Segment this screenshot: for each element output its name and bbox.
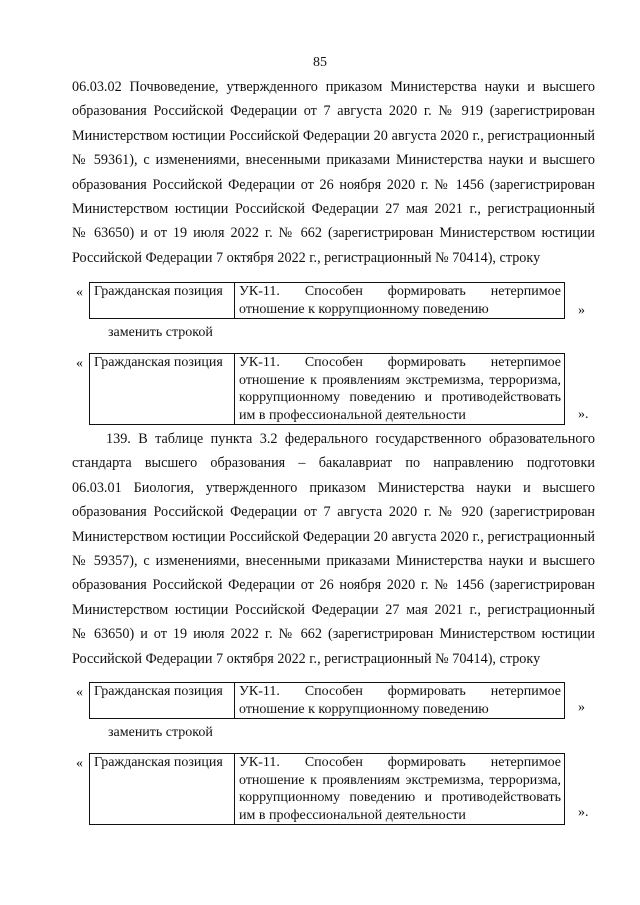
competency-table xyxy=(89,282,565,319)
competency-table xyxy=(89,353,565,425)
table-cell-category: Гражданская позиция xyxy=(90,683,235,719)
competency-table xyxy=(89,753,565,825)
paragraph-line: Министерством юстиции Российской Федерации 20 августа 2020 г., регистрационный xyxy=(72,127,595,144)
paragraph-line: № 63650) и от 19 июля 2022 г. № 662 (зарегистрирован Министерством юстиции xyxy=(72,225,595,242)
close-quote: ». xyxy=(578,407,589,422)
paragraph-line: стандарта высшего образования – бакалавриат по направлению подготовки xyxy=(72,455,595,472)
table-old-2 xyxy=(72,682,602,722)
cell-line: УК-11. Способен формировать нетерпимое xyxy=(239,284,561,299)
table-old-1 xyxy=(72,282,602,322)
cell-line: УК-11. Способен формировать нетерпимое xyxy=(239,684,561,699)
table-cell-competency xyxy=(235,683,565,719)
open-quote: « xyxy=(76,756,83,771)
cell-line: отношение к проявлениям экстремизма, терроризма, xyxy=(239,372,561,388)
cell-line: УК-11. Способен формировать нетерпимое xyxy=(239,355,561,370)
table-row xyxy=(90,754,565,825)
cell-line: коррупционному поведению и противодействовать xyxy=(239,790,561,805)
paragraph-line: образования Российской Федерации от 26 ноября 2020 г. № 1456 (зарегистрирован xyxy=(72,577,595,594)
close-quote: » xyxy=(578,303,585,318)
cell-line: отношение к коррупционному поведению xyxy=(239,701,489,717)
table-row xyxy=(90,683,565,719)
close-quote: » xyxy=(578,700,585,715)
open-quote: « xyxy=(76,685,83,700)
table-cell-category: Гражданская позиция xyxy=(90,283,235,319)
paragraph-line: 139. В таблице пункта 3.2 федерального государственного образовательного xyxy=(106,431,595,447)
table-row xyxy=(90,283,565,319)
paragraph-line: образования Российской Федерации от 7 августа 2020 г. № 919 (зарегистрирован xyxy=(72,103,595,120)
paragraph-line: № 59361), с изменениями, внесенными приказами Министерства науки и высшего xyxy=(72,152,595,169)
paragraph-line: образования Российской Федерации от 7 августа 2020 г. № 920 (зарегистрирован xyxy=(72,504,595,521)
page-number: 85 xyxy=(313,55,327,70)
paragraph-2 xyxy=(72,427,595,671)
table-cell-competency xyxy=(235,754,565,825)
cell-line: коррупционному поведению и противодействовать xyxy=(239,390,561,405)
replace-label: заменить строкой xyxy=(108,725,213,740)
paragraph-line: № 63650) и от 19 июля 2022 г. № 662 (зарегистрирован Министерством юстиции xyxy=(72,626,595,643)
cell-line: УК-11. Способен формировать нетерпимое xyxy=(239,755,561,770)
open-quote: « xyxy=(76,285,83,300)
cell-line: им в профессиональной деятельности xyxy=(239,807,466,823)
paragraph-1 xyxy=(72,75,595,270)
cell-line: отношение к коррупционному поведению xyxy=(239,301,489,317)
table-cell-category: Гражданская позиция xyxy=(90,754,235,825)
competency-table xyxy=(89,682,565,719)
paragraph-line: № 59357), с изменениями, внесенными приказами Министерства науки и высшего xyxy=(72,552,595,569)
table-new-1 xyxy=(72,353,602,429)
replace-label: заменить строкой xyxy=(108,325,213,340)
paragraph-line: Российской Федерации 7 октября 2022 г., регистрационный № 70414), строку xyxy=(72,650,541,667)
table-row xyxy=(90,354,565,425)
paragraph-line: 06.03.02 Почвоведение, утвержденного приказом Министерства науки и высшего xyxy=(72,79,595,95)
paragraph-line: Министерством юстиции Российской Федерации 27 мая 2021 г., регистрационный xyxy=(72,200,595,217)
cell-line: отношение к проявлениям экстремизма, терроризма, xyxy=(239,772,561,788)
paragraph-line: Российской Федерации 7 октября 2022 г., регистрационный № 70414), строку xyxy=(72,249,541,266)
open-quote: « xyxy=(76,356,83,371)
table-cell-competency xyxy=(235,354,565,425)
table-cell-category: Гражданская позиция xyxy=(90,354,235,425)
cell-line: им в профессиональной деятельности xyxy=(239,407,466,423)
paragraph-line: Министерством юстиции Российской Федерации 20 августа 2020 г., регистрационный xyxy=(72,528,595,545)
paragraph-line: Министерством юстиции Российской Федерации 27 мая 2021 г., регистрационный xyxy=(72,601,595,618)
table-new-2 xyxy=(72,753,602,829)
paragraph-line: 06.03.01 Биология, утвержденного приказом Министерства науки и высшего xyxy=(72,479,595,496)
table-cell-competency xyxy=(235,283,565,319)
close-quote: ». xyxy=(578,805,589,820)
paragraph-line: образования Российской Федерации от 26 ноября 2020 г. № 1456 (зарегистрирован xyxy=(72,176,595,193)
